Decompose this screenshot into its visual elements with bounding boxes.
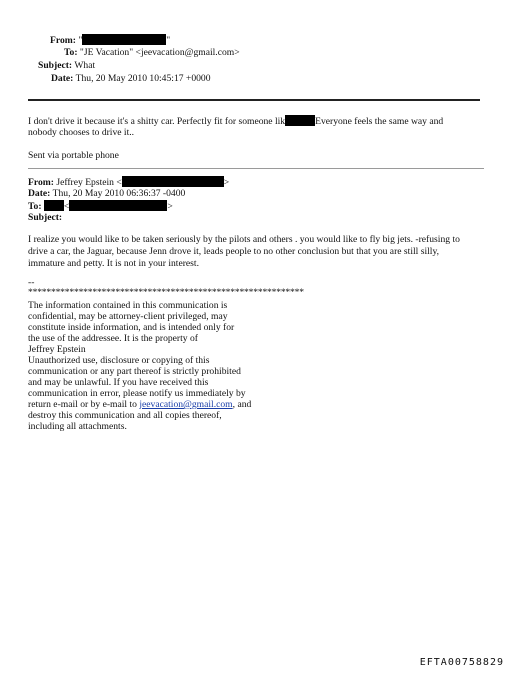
date-label: Date: [51, 73, 74, 84]
quoted-subject-row [28, 212, 62, 224]
email-link[interactable]: jeevacation@gmail.com [139, 399, 233, 410]
disclaimer-line: communication or any part thereof is strictly prohibited [28, 366, 241, 377]
disclaimer-line: The information contained in this communication is [28, 300, 228, 311]
disclaimer-line: the use of the addressee. It is the property of [28, 333, 198, 344]
stars-separator: ************************************************************ [28, 287, 304, 298]
header-date-row [51, 73, 211, 85]
disclaimer-line: communication in error, please notify us immediately by [28, 388, 246, 399]
signature-dashes: -- [28, 277, 35, 288]
disclaimer-line: including all attachments. [28, 421, 127, 432]
subject-label: Subject: [38, 60, 73, 71]
quoted-from-label: From: [28, 177, 54, 188]
redaction-box [122, 176, 224, 187]
to-value: "JE Vacation" <jeevacation@gmail.com> [79, 47, 240, 58]
original-line-1: I realize you would like to be taken seriously by the pilots and others . you would like to fly big jets. -refusing to [28, 234, 460, 245]
header-subject-row [38, 60, 95, 72]
to-label: To: [64, 47, 78, 58]
subject-value: What [74, 60, 96, 71]
quote-divider [28, 168, 484, 169]
reply-line-2: nobody chooses to drive it.. [28, 127, 135, 138]
from-label: From: [50, 35, 76, 46]
from-value-open: " [78, 35, 83, 46]
quoted-to-close: > [167, 201, 173, 212]
email-line-suffix: , and [232, 399, 252, 410]
disclaimer-line: and may be unlawful. If you have received this [28, 377, 209, 388]
quoted-date-label: Date: [28, 188, 51, 199]
quoted-to-label: To: [28, 201, 42, 212]
header-from-row [50, 34, 170, 47]
reply-text-b: Everyone feels the same way and [315, 116, 444, 127]
email-line-prefix: return e-mail or by e-mail to [28, 399, 140, 410]
quoted-to-lt: < [63, 201, 70, 212]
bates-number: EFTA00758829 [419, 657, 504, 668]
redaction-box [285, 115, 315, 126]
original-line-2: drive a car, the Jaguar, because Jenn drove it, leads people to no other conclusion but that you are still silly, [28, 246, 440, 257]
header-to-row [64, 47, 240, 59]
quoted-from-close: > [223, 177, 230, 188]
signature: Sent via portable phone [28, 150, 119, 161]
redaction-box [44, 200, 64, 211]
redaction-box [82, 34, 166, 45]
disclaimer-line: constitute inside information, and is intended only for [28, 322, 235, 333]
quoted-from-value: Jeffrey Epstein < [56, 177, 122, 188]
disclaimer-line: Jeffrey Epstein [28, 344, 86, 355]
date-value: Thu, 20 May 2010 10:45:17 +0000 [75, 73, 211, 84]
quoted-date-value: Thu, 20 May 2010 06:36:37 -0400 [52, 188, 186, 199]
quoted-date-row [28, 188, 185, 200]
disclaimer-line: destroy this communication and all copies thereof, [28, 410, 222, 421]
from-value-close: " [166, 35, 171, 46]
reply-text-a: I don't drive it because it's a shitty car. Perfectly fit for someone lik [28, 116, 286, 127]
disclaimer-line: Unauthorized use, disclosure or copying of this [28, 355, 210, 366]
redaction-box [69, 200, 167, 211]
disclaimer-line: confidential, may be attorney-client privileged, may [28, 311, 228, 322]
header-divider [28, 99, 480, 101]
original-line-3: immature and petty. It is not in your interest. [28, 258, 199, 269]
quoted-subject-label: Subject: [28, 212, 63, 223]
